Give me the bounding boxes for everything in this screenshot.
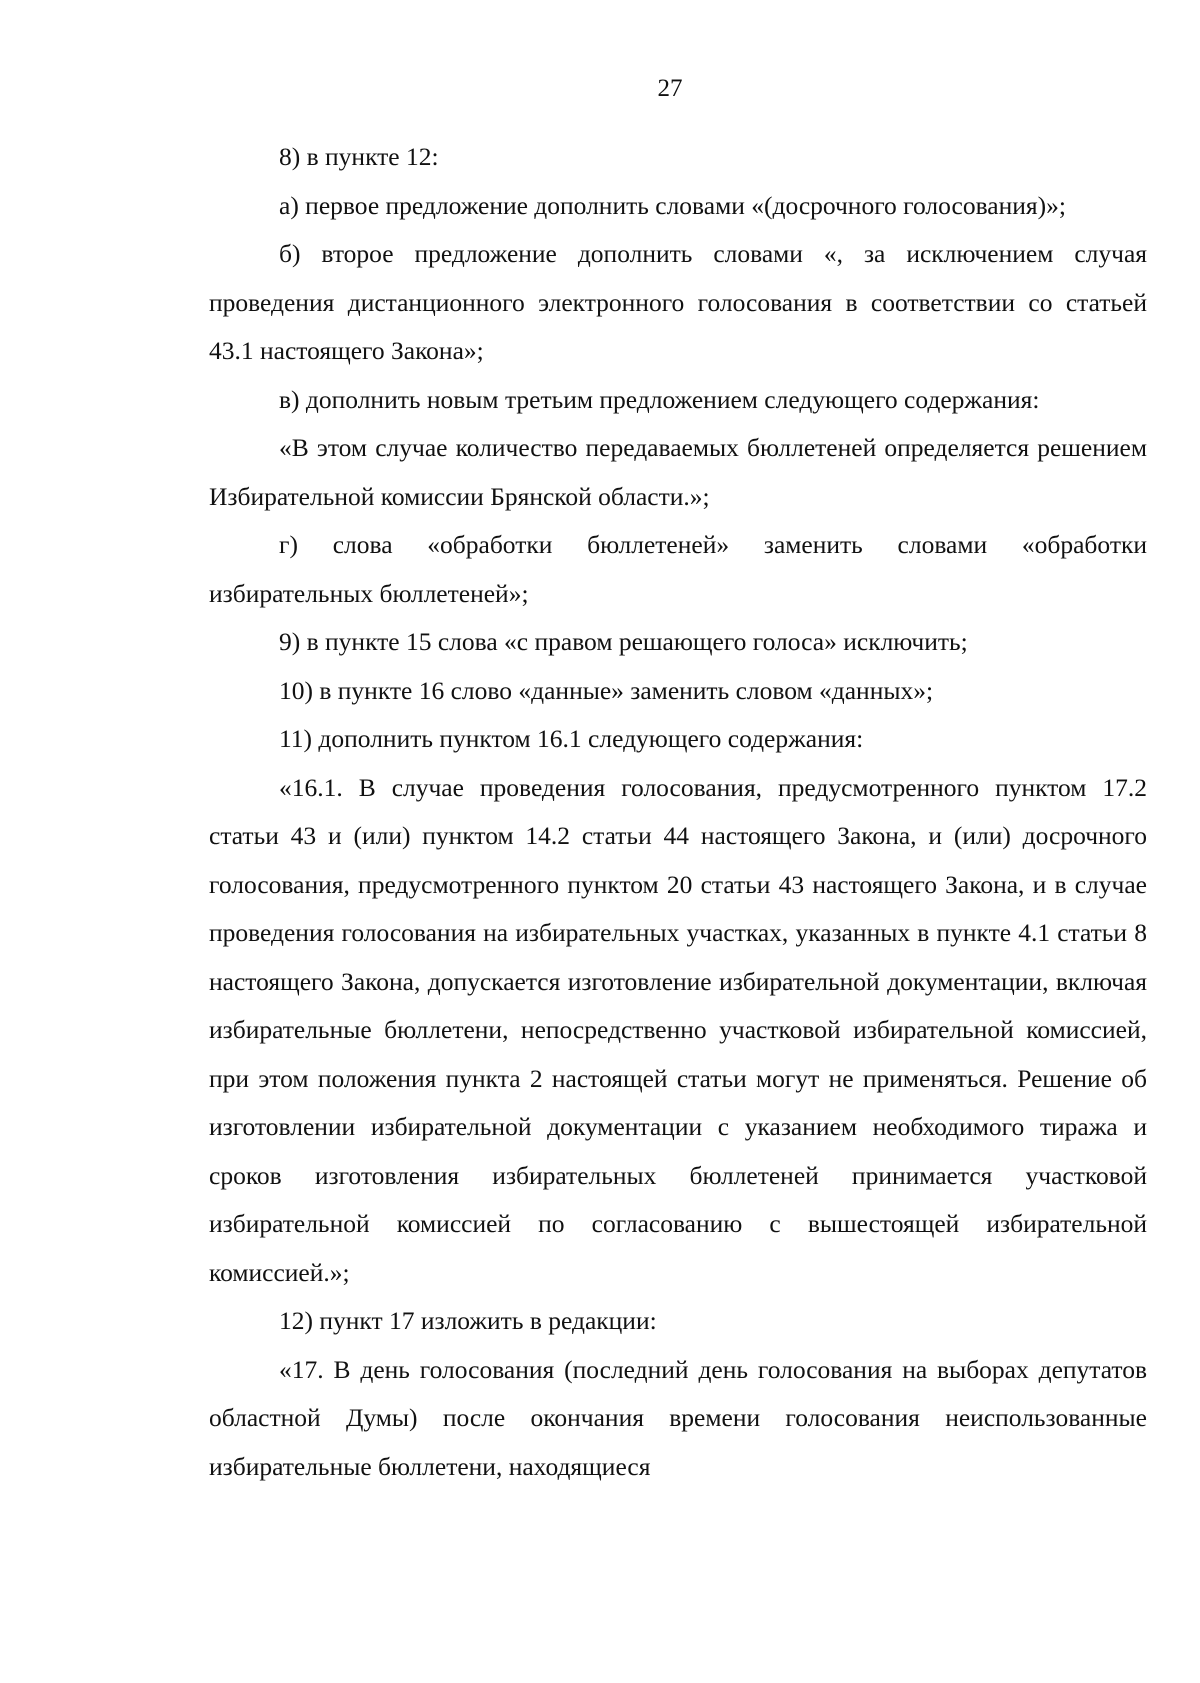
paragraph-subitem-g: г) слова «обработки бюллетеней» заменить словами «обработки избирательных бюллетеней»; [209,530,1147,608]
paragraph-item-8: 8) в пункте 12: [279,142,439,171]
paragraph-subitem-b: б) второе предложение дополнить словами «, за исключением случая проведения дистанционного электронного голосования в соответствии со статьей 43.1 настоящего Закона»; [209,239,1147,365]
page-number: 27 [657,75,683,102]
paragraph-quote-ballots: «В этом случае количество передаваемых бюллетеней определяется решением Избирательной комиссии Брянской области.»; [209,433,1147,511]
paragraph-item-10: 10) в пункте 16 слово «данные» заменить словом «данных»; [279,675,934,705]
paragraph-subitem-a: а) первое предложение дополнить словами «(досрочного голосования)»; [279,190,1066,220]
paragraph-quote-17: «17. В день голосования (последний день голосования на выборах депутатов областной Думы) после окончания времени голосования неиспользованные избирательные бюллетени, находящиеся [209,1354,1147,1481]
document-body [209,133,1147,1491]
paragraph-item-9: 9) в пункте 15 слова «с правом решающего голоса» исключить; [279,627,968,656]
paragraph-quote-16-1: «16.1. В случае проведения голосования, предусмотренного пунктом 17.2 статьи 43 и (или) пунктом 14.2 статьи 44 настоящего Закона, и (или) досрочного голосования, предусмотренного пунктом 20 статьи 43 настоящего Закона, и в случае проведения голосования на избирательных участках, указанных в пункте 4.1 статьи 8 настоящего Закона, допускается изготовление избирательной документации, включая избирательные бюллетени, непосредственно участковой избирательной комиссией, при этом положения пункта 2 настоящей статьи могут не применяться. Решение об изготовлении избирательной документации с указанием необходимого тиража и сроков изготовления избирательных бюллетеней принимается участковой избирательной комиссией по согласованию с вышестоящей избирательной комиссией.»; [209,772,1147,1287]
paragraph-item-12: 12) пункт 17 изложить в редакции: [279,1306,657,1335]
paragraph-item-11: 11) дополнить пунктом 16.1 следующего содержания: [279,724,864,753]
paragraph-subitem-v: в) дополнить новым третьим предложением следующего содержания: [279,384,1040,414]
